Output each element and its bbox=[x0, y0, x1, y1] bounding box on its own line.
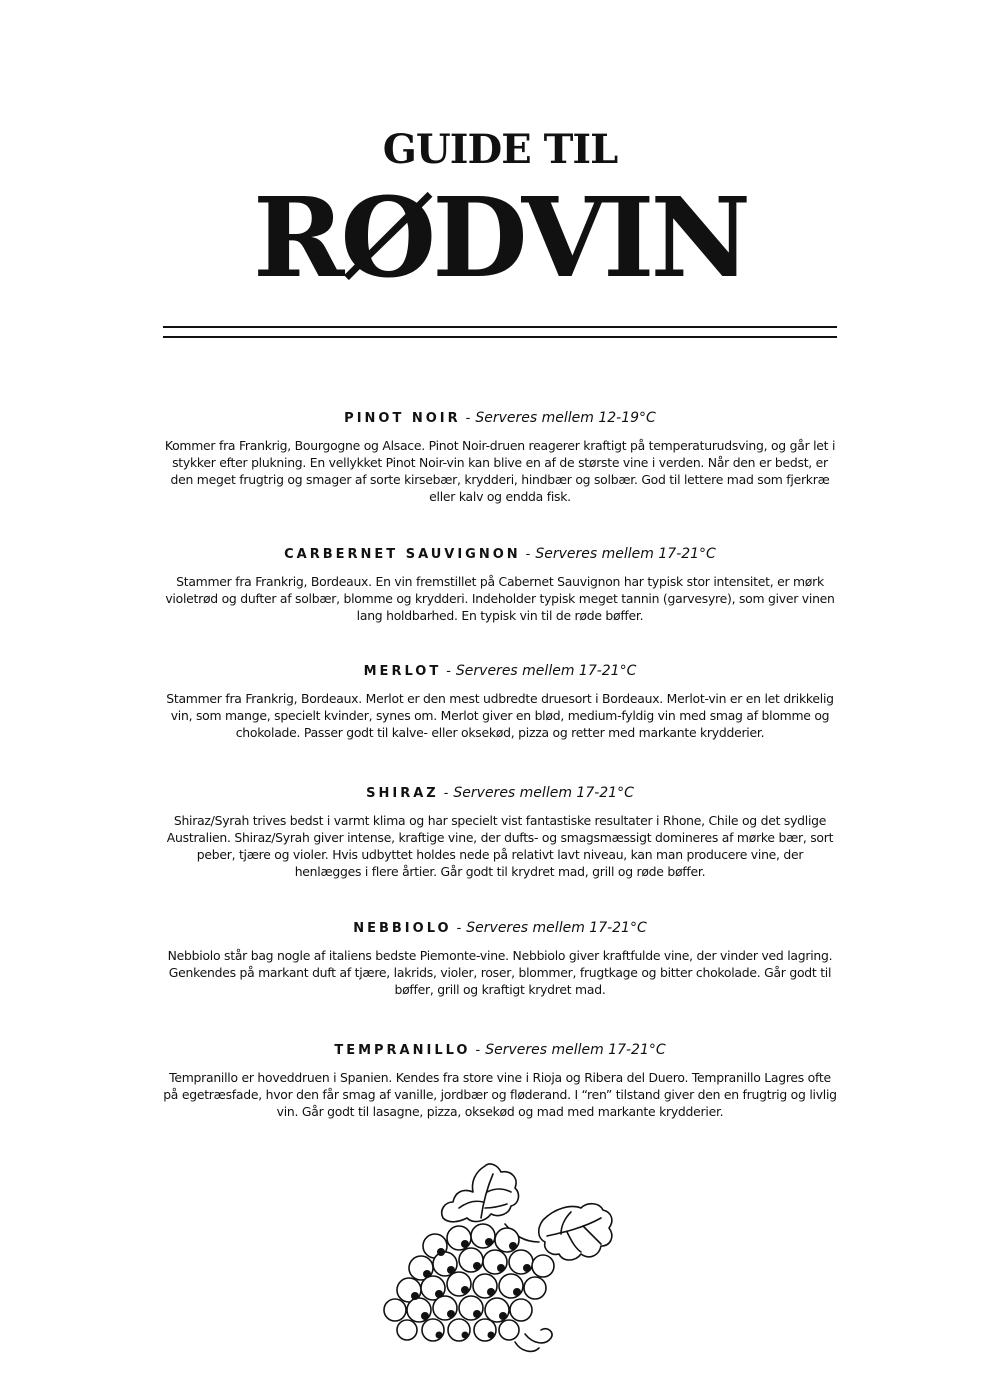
wine-name: SHIRAZ bbox=[366, 786, 439, 801]
divider-line-top bbox=[163, 326, 837, 328]
wine-heading bbox=[163, 918, 837, 939]
wine-heading bbox=[163, 544, 837, 565]
title-rodvin: RØDVIN bbox=[252, 173, 748, 302]
wine-name: NEBBIOLO bbox=[353, 921, 452, 936]
wine-section-nebbiolo bbox=[163, 918, 837, 998]
wine-description: Tempranillo er hoveddruen i Spanien. Kendes fra store vine i Rioja og Ribera del Duero. Tempranillo Lagres ofte på egetræsfade, hvor den får smag af vanille, jordbær og fløderand. I “ren” tilstand giver den en frugtrig og livlig vin. Går godt til lasagne, pizza, oksekød og mad med markante krydderier. bbox=[163, 1070, 837, 1119]
wine-section-cabernet-sauvignon bbox=[163, 544, 837, 624]
wine-name: CARBERNET SAUVIGNON bbox=[284, 547, 521, 562]
wine-serving-temperature: Serveres mellem 17-21°C bbox=[466, 920, 647, 936]
wine-description: Nebbiolo står bag nogle af italiens bedste Piemonte-vine. Nebbiolo giver kraftfulde vine, der vinder ved lagring. Genkendes på markant duft af tjære, lakrids, violer, roser, blommer, frugtkage og bitter chokolade. Går godt til bøffer, grill og kraftigt krydret mad. bbox=[167, 948, 833, 997]
wine-heading bbox=[163, 783, 837, 804]
wine-heading bbox=[163, 408, 837, 429]
wine-separator: - bbox=[456, 921, 462, 936]
wine-heading bbox=[163, 661, 837, 682]
divider-line-bottom bbox=[163, 336, 837, 338]
wine-section-shiraz bbox=[163, 783, 837, 880]
wine-name: PINOT NOIR bbox=[344, 411, 461, 426]
wine-serving-temperature: Serveres mellem 17-21°C bbox=[455, 663, 637, 679]
wine-description: Shiraz/Syrah trives bedst i varmt klima og har specielt vist fantastiske resultater i Rhone, Chile og det sydlige Australien. Shiraz/Syrah giver intense, kraftige vine, der dufts- og smagsmæssigt domineres af mørke bær, sort peber, tjære og violer. Hvis udbyttet holdes nede på relativt lavt niveau, kan man producere vine, der henlægges i flere årtier. Går godt til krydret mad, grill og røde bøffer. bbox=[166, 813, 834, 879]
wine-section-merlot bbox=[163, 661, 837, 741]
wine-serving-temperature: Serveres mellem 17-21°C bbox=[485, 1042, 666, 1058]
wine-serving-temperature: Serveres mellem 17-21°C bbox=[535, 546, 716, 562]
wine-name: MERLOT bbox=[363, 664, 442, 679]
wine-separator: - bbox=[465, 411, 471, 426]
wine-description: Stammer fra Frankrig, Bordeaux. Merlot er den mest udbredte druesort i Bordeaux. Merlot-vin er en let drikkelig vin, som mange, specielt kvinder, synes om. Merlot giver en blød, medium-fyldig vin med smag af blomme og chokolade. Passer godt til kalve- eller oksekød, pizza og retter med markante krydderier. bbox=[166, 691, 834, 740]
wine-separator: - bbox=[446, 664, 451, 679]
wine-name: TEMPRANILLO bbox=[334, 1043, 471, 1058]
wine-separator: - bbox=[443, 786, 449, 801]
grapes-icon bbox=[375, 1158, 625, 1358]
wine-serving-temperature: Serveres mellem 17-21°C bbox=[453, 785, 634, 801]
title-guide-til: GUIDE TIL bbox=[382, 126, 618, 173]
wine-description: Stammer fra Frankrig, Bordeaux. En vin fremstillet på Cabernet Sauvignon har typisk stor intensitet, er mørk violetrød og dufter af solbær, blomme og krydderi. Indeholder typisk meget tannin (garvesyre), som giver vinen lang holdbarhed. En typisk vin til de røde bøffer. bbox=[165, 574, 835, 623]
wine-separator: - bbox=[525, 547, 531, 562]
wine-serving-temperature: Serveres mellem 12-19°C bbox=[475, 410, 656, 426]
wine-heading bbox=[163, 1040, 837, 1061]
wine-description: Kommer fra Frankrig, Bourgogne og Alsace. Pinot Noir-druen reagerer kraftigt på temperaturudsving, og går let i stykker efter plukning. En vellykket Pinot Noir-vin kan blive en af de største vine i verden. Når den er bedst, er den meget frugtrig og smager af sorte kirsebær, krydderi, hindbær og solbær. God til lettere mad som fjerkræ eller kalv og endda fisk. bbox=[164, 438, 836, 504]
wine-section-tempranillo bbox=[163, 1040, 837, 1120]
wine-section-pinot-noir bbox=[163, 408, 837, 505]
wine-separator: - bbox=[475, 1043, 481, 1058]
